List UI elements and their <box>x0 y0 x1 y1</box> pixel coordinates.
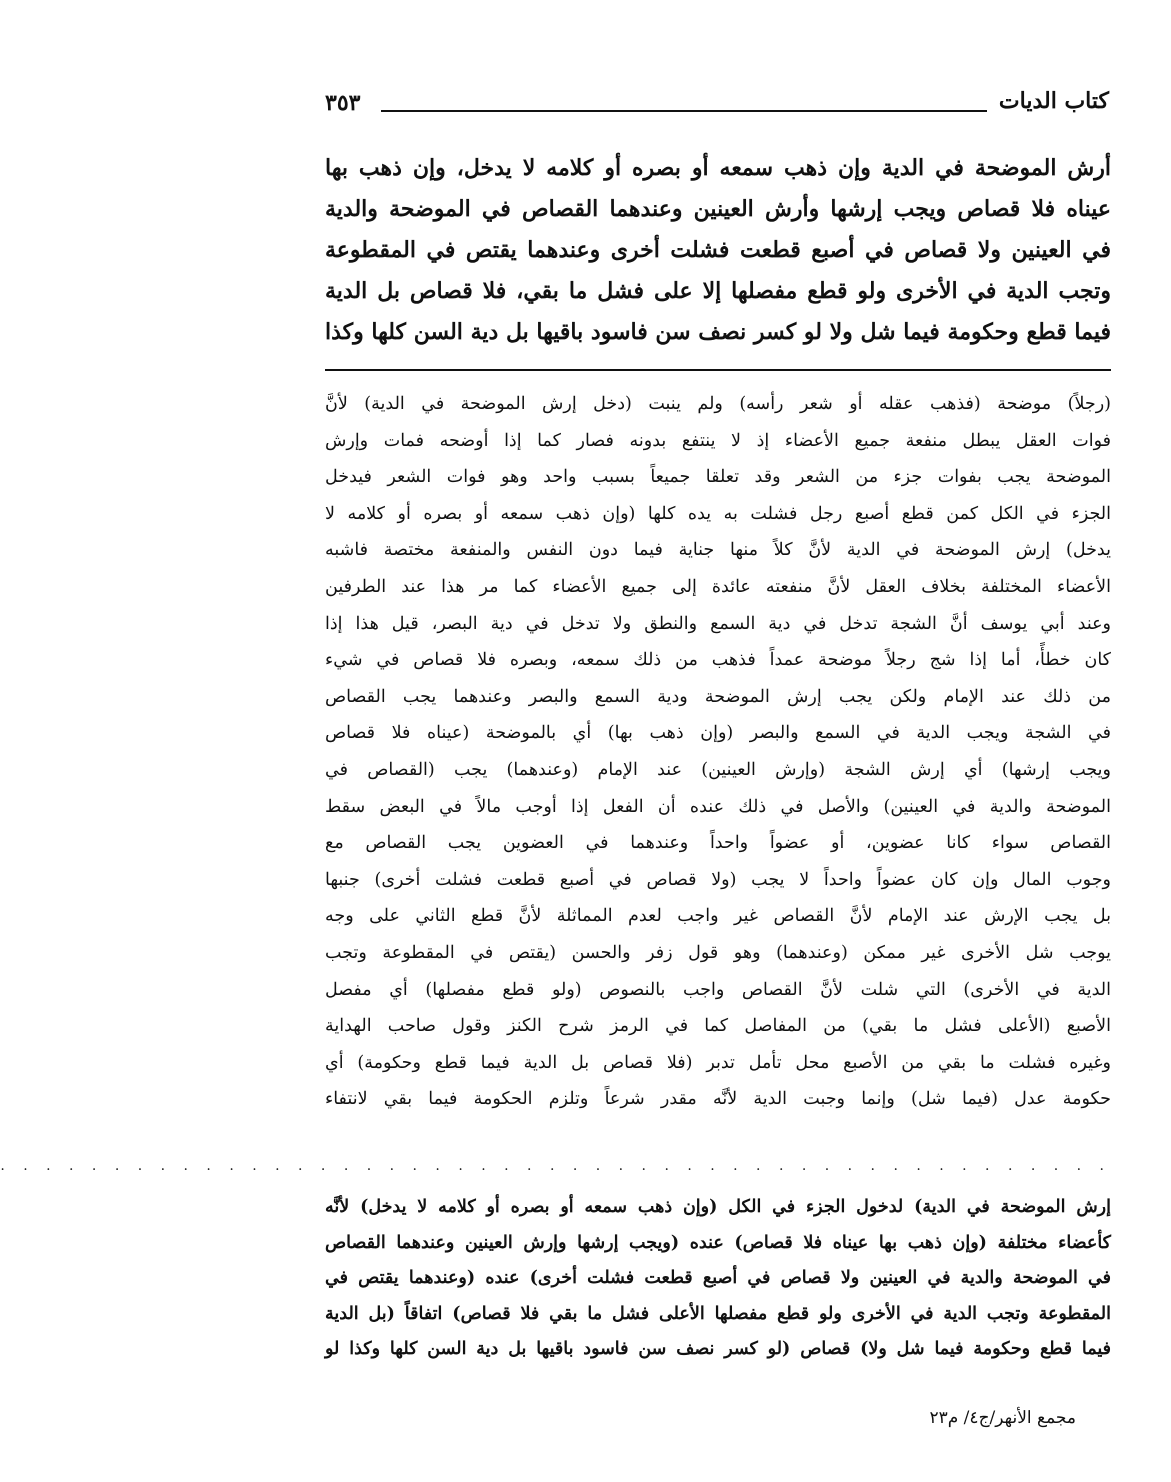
bottom-text-line: كأعضاء مختلفة (وإن ذهب بها عيناه فلا قصاص) عنده (ويجب إرشها وإرش العينين وعندهما القصاص <box>325 1232 1111 1253</box>
bottom-text-line: إرش الموضحة في الدية) لدخول الجزء في الكل (وإن ذهب سمعه أو بصره أو كلامه لا يدخل) لأنَّه <box>325 1197 1111 1217</box>
commentary-line: القصاص سواء كانا عضوين، أو عضواً واحداً وعندهما في العضوين يجب القصاص مع <box>325 833 1111 854</box>
commentary-line: الجزء في الكل كمن قطع أصبع رجل فشلت به يده كلها (وإن ذهب سمعه أو بصره أو كلامه لا <box>325 503 1111 524</box>
section-separator-rule <box>325 369 1111 371</box>
commentary-line: حكومة عدل (فيما شل) وإنما وجبت الدية لأنَّه مقدر شرعاً وتلزم الحكومة فيما بقي لانتفاء <box>325 1089 1111 1110</box>
signature-mark: مجمع الأنهر/ج٤/ م٢٣ <box>929 1408 1076 1428</box>
commentary-line: وعند أبي يوسف أنَّ الشجة تدخل في دية السمع والنطق ولا تدخل في دية البصر، قيل هذا إذا <box>325 613 1111 634</box>
commentary-line: الموضحة والدية في العينين) والأصل في ذلك عنده أن الفعل إذا أوجب مالاً في البعض سقط <box>325 796 1111 817</box>
commentary-line: من ذلك عند الإمام ولكن يجب إرش الموضحة ودية السمع والبصر وعندهما يجب القصاص <box>325 686 1111 707</box>
commentary-line: كان خطأً، أما إذا شج رجلاً موضحة عمداً فذهب من ذلك سمعه، وبصره فلا قصاص في شيء <box>325 650 1111 671</box>
page-number: ٣٥٣ <box>325 90 361 116</box>
main-text-line: في العينين ولا قصاص في أصبع قطعت فشلت أخرى وعندهما يقتص في المقطوعة <box>325 237 1111 263</box>
main-text-line: عيناه فلا قصاص ويجب إرشها وأرش العينين وعندهما القصاص في الموضحة والدية <box>325 196 1111 222</box>
running-title: كتاب الديات <box>998 88 1109 114</box>
bottom-text-line: في الموضحة والدية في العينين ولا قصاص في أصبع قطعت فشلت أخرى) عنده (وعندهما يقتص في <box>325 1268 1111 1288</box>
bottom-text-line: المقطوعة وتجب الدية في الأخرى ولو قطع مفصلها الأعلى فشل ما بقي فلا قصاص) اتفاقاً (بل الدية <box>325 1303 1111 1324</box>
bottom-text <box>325 1190 1111 1368</box>
commentary-line: بل يجب الإرش عند الإمام لأنَّ القصاص غير واجب لعدم المماثلة لأنَّ قطع الثاني على وجه <box>325 906 1111 927</box>
dotted-separator: . . . . . . . . . . . . . . . . . . . . . . . . . . . . . . . . . . . . . . . . . . . . . . . . . <box>0 1158 1111 1174</box>
commentary-line: الأصبع (الأعلى فشل ما بقي) من المفاصل كما في الرمز شرح الكنز وقول صاحب الهداية <box>325 1016 1111 1037</box>
commentary-line: (رجلاً) موضحة (فذهب عقله أو شعر رأسه) ولم ينبت (دخل إرش الموضحة في الدية) لأنَّ <box>325 394 1111 414</box>
main-text-line: أرش الموضحة في الدية وإن ذهب سمعه أو بصره أو كلامه لا يدخل، وإن ذهب بها <box>325 155 1111 181</box>
main-text-line: فيما قطع وحكومة فيما شل ولا لو كسر نصف سن فاسود باقيها بل دية السن كلها وكذا <box>325 319 1111 345</box>
main-text-line: وتجب الدية في الأخرى ولو قطع مفصلها إلا على فشل ما بقي، فلا قصاص بل الدية <box>325 278 1111 304</box>
commentary-text <box>325 386 1111 1118</box>
commentary-line: يدخل) إرش الموضحة في الدية لأنَّ كلاً منها جناية فيما دون النفس والمنفعة مختصة فاشبه <box>325 540 1111 561</box>
commentary-line: وجوب المال وإن كان عضواً واحداً لا يجب (ولا قصاص في أصبع قطعت فشلت أخرى) جنبها <box>325 869 1111 890</box>
commentary-line: فوات العقل يبطل منفعة جميع الأعضاء إذ لا ينتفع بدونه فصار كما إذا أوضحه فمات وإرش <box>325 430 1111 451</box>
commentary-line: ويجب إرشها) أي إرش الشجة (وإرش العينين) عند الإمام (وعندهما) يجب (القصاص في <box>325 759 1111 780</box>
commentary-line: الموضحة يجب بفوات جزء من الشعر وقد تعلقا جميعاً بسبب واحد وهو فوات الشعر فيدخل <box>325 467 1111 488</box>
commentary-line: يوجب شل الأخرى غير ممكن (وعندهما) وهو قول زفر والحسن (يقتص في المقطوعة وتجب <box>325 942 1111 963</box>
bottom-text-line: فيما قطع وحكومة فيما شل ولا) قصاص (لو كسر نصف سن فاسود باقيها بل دية السن كلها وكذا لو <box>325 1339 1111 1359</box>
header-rule <box>381 110 987 112</box>
commentary-line: في الشجة ويجب الدية في السمع والبصر (وإن ذهب بها) أي بالموضحة (عيناه فلا قصاص <box>325 723 1111 744</box>
commentary-line: الدية في الأخرى) التي شلت لأنَّ القصاص واجب بالنصوص (ولو قطع مفصلها) أي مفصل <box>325 979 1111 1000</box>
commentary-line: وغيره فشلت ما بقي من الأصبع محل تأمل تدبر (فلا قصاص بل الدية فيما قطع وحكومة) أي <box>325 1052 1111 1073</box>
main-text <box>325 148 1111 353</box>
page-header <box>323 86 1111 126</box>
commentary-line: الأعضاء المختلفة بخلاف العقل لأنَّ منفعته عائدة إلى جميع الأعضاء كما مر هذا عند الطرفين <box>325 576 1111 597</box>
